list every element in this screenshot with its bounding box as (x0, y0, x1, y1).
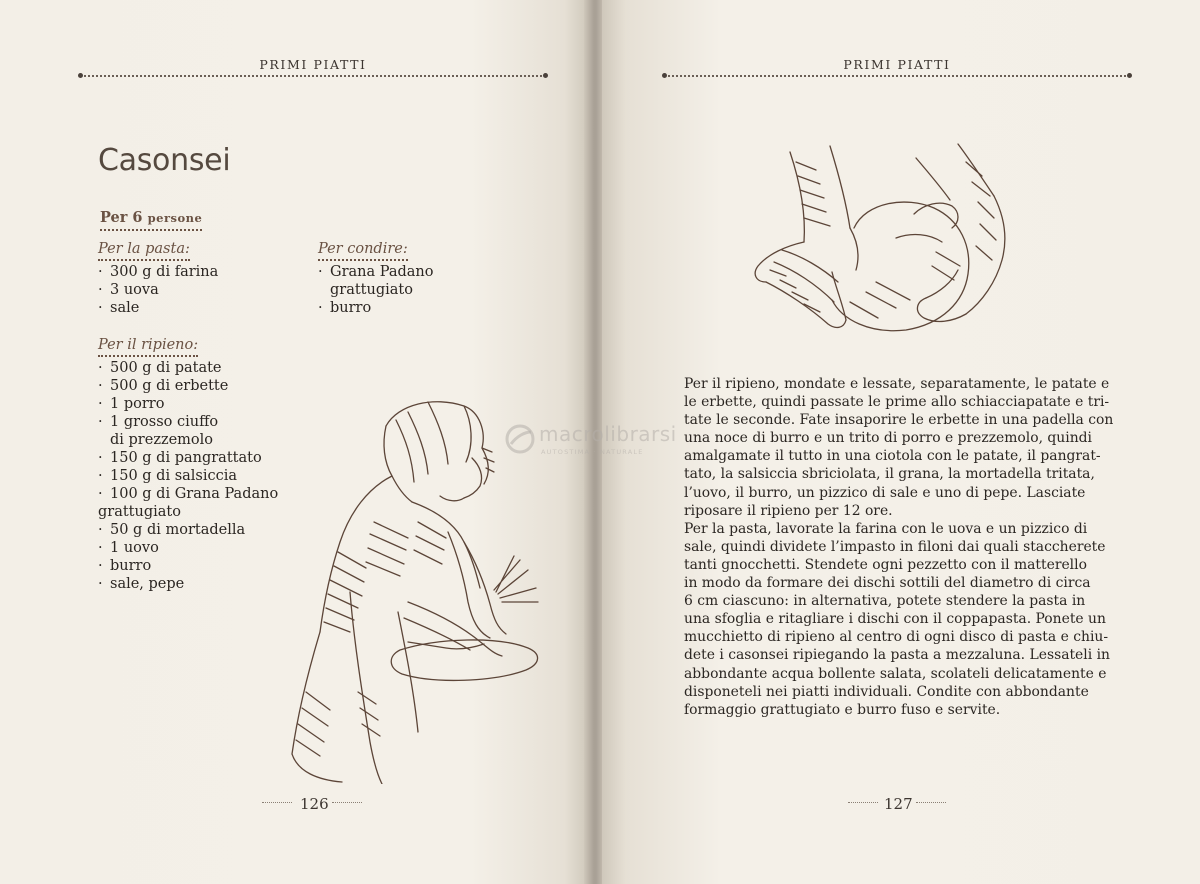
ingredient-item: · sale, pepe (98, 575, 328, 593)
ingredient-item: · 1 grosso ciuffo (98, 413, 328, 431)
ingredients-condire-heading: Per condire: (318, 241, 408, 261)
ingredient-item: · sale (98, 299, 298, 317)
text-line: le erbette, quindi passate le prime allo schiacciapatate e tri- (684, 394, 1110, 411)
left-page (0, 0, 588, 884)
ingredient-item-continuation: grattugiato (330, 282, 413, 298)
folio-dots-left (262, 802, 292, 803)
text-line: tanti gnocchetti. Stendete ogni pezzetto con il matterello (684, 556, 1087, 573)
page-number-right: 127 (884, 795, 913, 813)
folio-dots-left-2 (332, 802, 362, 803)
text-line: abbondante acqua bollente salata, scolateli delicatamente e (684, 665, 1107, 682)
text-line: una sfoglia e ritagliare i dischi con il coppapasta. Ponete un (684, 611, 1106, 628)
ingredients-pasta-heading: Per la pasta: (98, 241, 190, 261)
ingredient-item: · burro (318, 299, 518, 317)
ingredient-item: · 100 g di Grana Padano (98, 485, 328, 503)
ingredient-item: · 1 porro (98, 395, 328, 413)
text-line: Per la pasta, lavorate la farina con le uova e un pizzico di (684, 520, 1088, 537)
text-line: formaggio grattugiato e burro fuso e servite. (684, 701, 1001, 718)
watermark-logo-icon (503, 422, 537, 456)
ingredient-item: · 500 g di erbette (98, 377, 328, 395)
text-line: dete i casonsei ripiegando la pasta a mezzaluna. Lessateli in (684, 647, 1110, 664)
ingredient-item: · 3 uova (98, 281, 298, 299)
ingredient-item: · 150 g di pangrattato (98, 449, 328, 467)
text-line: tato, la salsiccia sbriciolata, il grana, la mortadella tritata, (684, 466, 1095, 483)
ingredient-item: · 300 g di farina (98, 263, 298, 281)
method-paragraph-pasta (684, 520, 1120, 719)
ingredients-condire (318, 238, 518, 317)
text-line: amalgamate il tutto in una ciotola con le patate, il pangrat- (684, 448, 1101, 465)
ingredient-item-continuation: di prezzemolo (110, 432, 214, 448)
ingredients-ripieno-heading: Per il ripieno: (98, 337, 198, 357)
hands-kneading-dough-icon (746, 142, 1018, 338)
right-page (602, 0, 1200, 884)
servings-prefix: Per 6 (100, 209, 143, 226)
text-line: sale, quindi dividete l’impasto in filoni dai quali staccherete (684, 538, 1106, 555)
ingredient-item: · burro (98, 557, 328, 575)
running-head-left: PRIMI PIATTI (259, 57, 367, 72)
recipe-title: Casonsei (98, 143, 231, 178)
method-paragraph-ripieno (684, 375, 1120, 520)
running-head-right: PRIMI PIATTI (843, 57, 951, 72)
text-line: in modo da formare dei dischi sottili del diametro di circa (684, 575, 1091, 592)
ingredient-item-continuation: grattugiato (98, 504, 181, 520)
ingredient-item: · 500 g di patate (98, 359, 328, 377)
text-line: mucchietto di ripieno al centro di ogni disco di pasta e chiu- (684, 629, 1109, 646)
folio-dots-right (848, 802, 878, 803)
ingredients-pasta (98, 238, 298, 317)
ingredients-condire-list (318, 263, 518, 317)
servings-suffix: persone (147, 211, 203, 225)
ingredient-item: · 50 g di mortadella (98, 521, 328, 539)
page-number-left: 126 (300, 795, 329, 813)
ingredient-item: · 150 g di salsiccia (98, 467, 328, 485)
text-line: disponeteli nei piatti individuali. Condite con abbondante (684, 683, 1089, 700)
watermark-name: macrolibrarsi (539, 422, 677, 446)
folio-dots-right-2 (916, 802, 946, 803)
text-line: 6 cm ciascuno: in alternativa, potete stendere la pasta in (684, 593, 1086, 610)
text-line: l’uovo, il burro, un pizzico di sale e uno di pepe. Lasciate (684, 484, 1086, 501)
ingredients-pasta-list (98, 263, 298, 317)
servings-label (100, 209, 202, 231)
text-line: riposare il ripieno per 12 ore. (684, 502, 893, 519)
header-rule-left (80, 75, 546, 77)
text-line: Per il ripieno, mondate e lessate, separatamente, le patate e (684, 376, 1110, 392)
ingredient-item: · Grana Padano (318, 263, 518, 281)
text-line: tate le seconde. Fate insaporire le erbette in una padella con (684, 412, 1114, 429)
recipe-method (684, 375, 1120, 719)
watermark-tagline: AUTOSTIMA · NATURALE (541, 448, 644, 456)
ingredient-item: · 1 uovo (98, 539, 328, 557)
text-line: una noce di burro e un trito di porro e prezzemolo, quindi (684, 430, 1092, 447)
header-rule-right (664, 75, 1130, 77)
